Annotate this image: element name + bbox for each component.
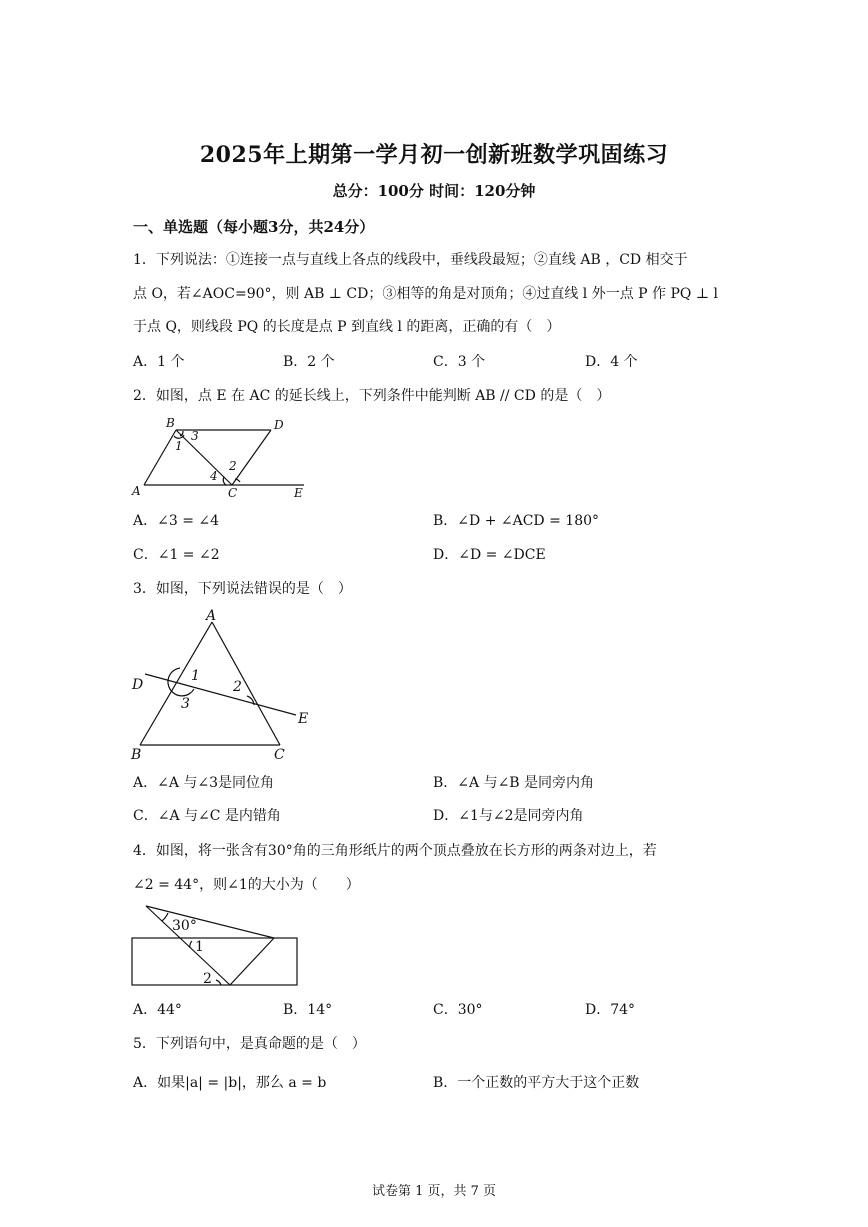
- question-2-stem: 2．如图，点 E 在 AC 的延长线上，下列条件中能判断 AB // CD 的是（ ）: [133, 388, 611, 404]
- fig3-label-a: A: [206, 608, 217, 624]
- question-1-option-a: A．1 个: [133, 354, 185, 370]
- question-5-option-a: A．如果|a| = |b|，那么 a = b: [133, 1075, 327, 1091]
- question-4-line-1: 4．如图，将一张含有30°角的三角形纸片的两个顶点叠放在长方形的两条对边上，若: [133, 843, 657, 859]
- question-2-option-c: C．∠1 = ∠2: [133, 547, 220, 563]
- fig3-label-c: C: [274, 747, 285, 763]
- question-1-option-b: B．2 个: [283, 354, 335, 370]
- fig4-label-2: 2: [203, 971, 212, 987]
- question-2-option-b: B．∠D + ∠ACD = 180°: [433, 513, 600, 529]
- question-1-line-1: 1．下列说法：①连接一点与直线上各点的线段中，垂线段最短；②直线 AB ，CD 相交于: [133, 252, 688, 268]
- fig2-label-b: B: [166, 416, 175, 430]
- page-footer: 试卷第 1 页，共 7 页: [371, 1184, 497, 1199]
- question-4-figure: [128, 900, 303, 992]
- question-3-figure: [128, 606, 318, 766]
- question-5-stem: 5．下列语句中，是真命题的是（ ）: [133, 1036, 366, 1052]
- fig3-label-d: D: [132, 677, 144, 693]
- question-4-option-d: D．74°: [585, 1002, 636, 1018]
- question-2-figure: [128, 414, 313, 500]
- question-3-option-c: C．∠A 与∠C 是内错角: [133, 808, 281, 824]
- question-4-option-b: B．14°: [283, 1002, 333, 1018]
- fig3-label-b: B: [131, 747, 142, 763]
- exam-info: 总分：100分 时间：120分钟: [332, 182, 536, 200]
- question-1-line-3: 于点 Q，则线段 PQ 的长度是点 P 到直线 l 的距离，正确的有（ ）: [133, 319, 561, 335]
- question-2-option-a: A．∠3 = ∠4: [133, 513, 220, 529]
- question-4-line-2: ∠2 = 44°，则∠1的大小为（ ）: [133, 877, 360, 893]
- fig3-label-3: 3: [181, 696, 190, 712]
- question-3-stem: 3．如图，下列说法错误的是（ ）: [133, 581, 352, 597]
- fig3-label-e: E: [298, 711, 309, 727]
- question-3-option-d: D．∠1与∠2是同旁内角: [433, 808, 584, 824]
- question-3-option-a: A．∠A 与∠3是同位角: [133, 775, 275, 791]
- fig2-label-2: 2: [229, 459, 237, 473]
- fig2-label-a: A: [132, 484, 141, 498]
- fig2-label-3: 3: [191, 429, 199, 443]
- fig4-label-30: 30°: [172, 918, 197, 934]
- fig3-label-2: 2: [233, 679, 242, 695]
- question-5-option-b: B．一个正数的平方大于这个正数: [433, 1075, 640, 1091]
- fig4-label-1: 1: [195, 939, 204, 955]
- fig2-label-1: 1: [175, 439, 183, 453]
- question-1-option-d: D．4 个: [585, 354, 638, 370]
- fig2-label-c: C: [228, 486, 238, 500]
- question-3-option-b: B．∠A 与∠B 是同旁内角: [433, 775, 595, 791]
- fig2-label-4: 4: [210, 469, 218, 483]
- fig2-label-e: E: [294, 486, 303, 500]
- question-4-option-a: A．44°: [133, 1002, 182, 1018]
- question-2-option-d: D．∠D = ∠DCE: [433, 547, 546, 563]
- question-1-line-2: 点 O，若∠AOC=90°，则 AB ⊥ CD；③相等的角是对顶角；④过直线 l 外一点 P 作 PQ ⊥ l: [133, 286, 718, 302]
- fig2-label-d: D: [274, 418, 284, 432]
- page-title: 2025年上期第一学月初一创新班数学巩固练习: [199, 142, 669, 168]
- fig3-label-1: 1: [191, 668, 200, 684]
- question-4-option-c: C．30°: [433, 1002, 483, 1018]
- section-heading: 一、单选题（每小题3分，共24分）: [133, 218, 375, 236]
- question-1-option-c: C．3 个: [433, 354, 486, 370]
